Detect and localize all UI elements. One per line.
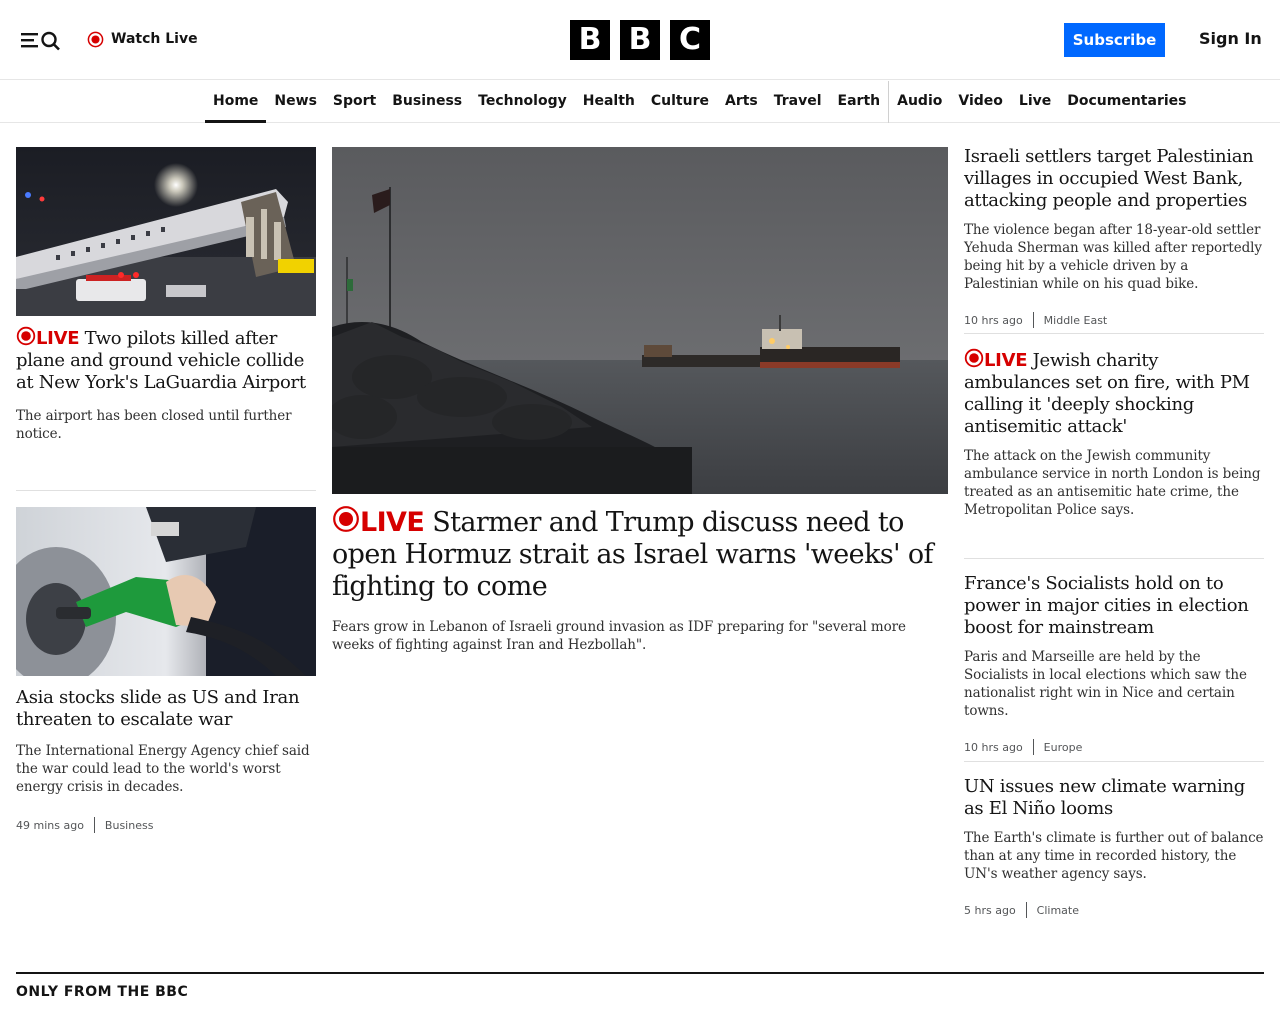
plane-summary: The airport has been closed until further notice. <box>16 408 292 442</box>
france-headline[interactable]: France's Socialists hold on to power in major cities in election boost for mainstream <box>964 573 1249 638</box>
timestamp: 10 hrs ago <box>964 740 1023 754</box>
timestamp: 10 hrs ago <box>964 313 1023 327</box>
nav-item-news[interactable]: News <box>274 93 317 109</box>
meta-separator <box>94 817 95 833</box>
watch-live-label: Watch Live <box>111 31 198 47</box>
nav-item-culture[interactable]: Culture <box>650 93 709 109</box>
logo-block-b1: B <box>570 20 610 60</box>
live-dot-icon <box>332 505 360 533</box>
fuel-pump-image <box>16 507 316 676</box>
live-dot-icon <box>964 348 984 368</box>
live-dot-icon <box>87 31 104 48</box>
logo-block-b2: B <box>620 20 660 60</box>
article-card-france[interactable] <box>964 573 1264 755</box>
category-link[interactable]: Europe <box>1043 740 1083 754</box>
main-nav <box>0 81 1280 123</box>
menu-icon <box>21 28 63 52</box>
article-card-plane[interactable] <box>16 147 316 443</box>
divider <box>964 558 1264 559</box>
meta-separator <box>1033 312 1034 328</box>
nav-item-audio[interactable]: Audio <box>888 81 950 123</box>
divider <box>964 333 1264 334</box>
nav-item-live[interactable]: Live <box>1018 93 1052 109</box>
menu-search-button[interactable] <box>21 28 63 52</box>
nav-item-home[interactable]: Home <box>205 81 266 123</box>
section-title: ONLY FROM THE BBC <box>16 984 189 1000</box>
france-meta <box>964 739 1264 755</box>
article-card-settlers[interactable] <box>964 146 1264 328</box>
live-badge: LIVE <box>16 328 79 349</box>
meta-separator <box>1033 739 1034 755</box>
stocks-headline[interactable]: Asia stocks slide as US and Iran threaten to escalate war <box>16 687 300 730</box>
sign-in-button[interactable]: Sign In <box>1199 29 1262 48</box>
charity-summary: The attack on the Jewish community ambulance service in north London is being treated as an antisemitic hate crime, the Metropolitan Police says. <box>964 448 1261 518</box>
plane-crash-image <box>16 147 316 316</box>
logo-block-c: C <box>670 20 710 60</box>
category-link[interactable]: Climate <box>1036 903 1080 917</box>
live-dot-icon <box>16 326 36 346</box>
nav-item-earth[interactable]: Earth <box>837 93 881 109</box>
category-link[interactable]: Middle East <box>1043 313 1108 327</box>
article-card-stocks[interactable] <box>16 507 316 833</box>
main-headline[interactable]: LIVE Starmer and Trump discuss need to open Hormuz strait as Israel warns 'weeks' of fighting to come <box>332 507 933 602</box>
plane-headline[interactable]: LIVE Two pilots killed after plane and ground vehicle collide at New York's LaGuardia Airport <box>16 328 306 393</box>
climate-meta <box>964 902 1264 918</box>
nav-item-travel[interactable]: Travel <box>773 93 822 109</box>
divider <box>964 761 1264 762</box>
article-card-charity[interactable] <box>964 348 1264 519</box>
article-card-climate[interactable] <box>964 776 1264 918</box>
nav-item-sport[interactable]: Sport <box>332 93 377 109</box>
subscribe-button[interactable]: Subscribe <box>1064 23 1165 57</box>
charity-headline[interactable]: LIVE Jewish charity ambulances set on fire, with PM calling it 'deeply shocking antisemitic attack' <box>964 350 1250 437</box>
main-summary: Fears grow in Lebanon of Israeli ground invasion as IDF preparing for "several more weeks of fighting against Iran and Hezbollah". <box>332 619 906 653</box>
settlers-headline[interactable]: Israeli settlers target Palestinian villages in occupied West Bank, attacking people and properties <box>964 146 1254 211</box>
climate-summary: The Earth's climate is further out of balance than at any time in recorded history, the UN's weather agency says. <box>964 830 1264 882</box>
stocks-meta <box>16 817 316 833</box>
live-badge: LIVE <box>332 507 424 538</box>
hormuz-ships-image <box>332 147 948 494</box>
settlers-meta <box>964 312 1264 328</box>
section-rule <box>16 972 1264 974</box>
france-summary: Paris and Marseille are held by the Socialists in local elections which saw the nationalist right win in Nice and certain towns. <box>964 649 1247 719</box>
meta-separator <box>1026 902 1027 918</box>
nav-item-health[interactable]: Health <box>582 93 635 109</box>
timestamp: 49 mins ago <box>16 818 84 832</box>
climate-headline[interactable]: UN issues new climate warning as El Niño looms <box>964 776 1245 819</box>
bbc-logo[interactable] <box>570 20 710 60</box>
nav-item-arts[interactable]: Arts <box>724 93 758 109</box>
nav-item-documentaries[interactable]: Documentaries <box>1067 93 1187 109</box>
settlers-summary: The violence began after 18-year-old settler Yehuda Sherman was killed after reportedly being hit by a vehicle driven by a Palestinian while on his quad bike. <box>964 222 1262 292</box>
category-link[interactable]: Business <box>104 818 154 832</box>
divider <box>16 490 316 491</box>
live-badge: LIVE <box>964 350 1027 371</box>
nav-item-business[interactable]: Business <box>392 93 463 109</box>
nav-item-technology[interactable]: Technology <box>478 93 567 109</box>
site-header <box>0 0 1280 80</box>
article-card-main[interactable] <box>332 147 948 654</box>
stocks-summary: The International Energy Agency chief said the war could lead to the world's worst energy crisis in decades. <box>16 743 310 795</box>
nav-item-video[interactable]: Video <box>958 93 1003 109</box>
timestamp: 5 hrs ago <box>964 903 1016 917</box>
watch-live-link[interactable] <box>87 29 198 49</box>
